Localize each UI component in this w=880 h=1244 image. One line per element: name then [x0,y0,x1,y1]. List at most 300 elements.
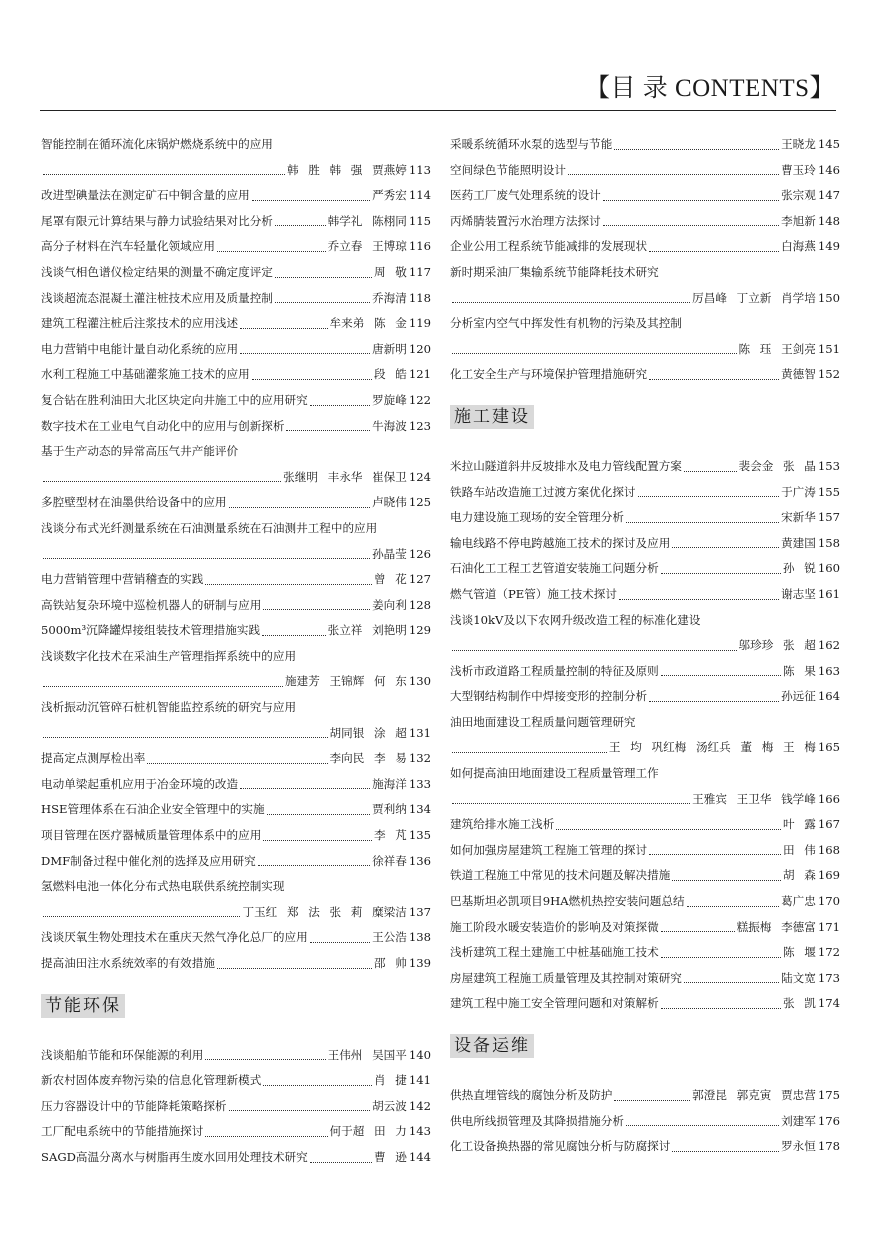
toc-title: 大型钢结构制作中焊接变形的控制分析 [450,689,648,704]
toc-line [450,915,840,941]
toc-entry[interactable] [450,362,840,388]
toc-page-number: 125 [408,495,431,510]
toc-entry[interactable] [450,311,840,362]
leader-dots [614,1100,690,1101]
toc-line [450,1083,840,1109]
toc-entry[interactable] [41,516,431,567]
toc-page-number: 120 [408,341,431,356]
toc-page-number: 155 [817,484,840,499]
toc-authors: 段 皓 [373,367,407,382]
toc-line [41,567,431,593]
leader-dots [205,1059,325,1060]
toc-authors: 孙晶莹 [372,546,407,561]
toc-line [41,1119,431,1145]
toc-entry[interactable] [41,362,431,388]
toc-title: 空间绿色节能照明设计 [450,162,566,177]
leader-dots [275,277,372,278]
toc-authors: 邵 帅 [373,956,407,970]
toc-authors: 唐新明 [372,341,407,356]
toc-entry[interactable] [450,761,840,812]
leader-dots [275,302,370,303]
leader-dots [452,353,737,354]
toc-line [41,849,431,875]
toc-author-line [41,158,431,184]
leader-dots [661,931,735,932]
toc-title: 浅谈10kV及以下农网升级改造工程的标准化建设 [450,612,701,627]
toc-line [41,618,431,644]
toc-authors: 糕振梅 李德富 [736,919,816,934]
toc-page-number: 118 [408,290,431,305]
toc-title: 采暖系统循环水泵的选型与节能 [450,137,613,151]
toc-entry[interactable] [450,1134,840,1160]
leader-dots [614,149,779,150]
toc-title: 项目管理在医疗器械质量管理体系中的应用 [41,828,262,843]
toc-entry[interactable] [450,863,840,889]
toc-title: 浅谈数字化技术在采油生产管理指挥系统中的应用 [41,648,297,663]
leader-dots [626,522,779,523]
toc-title: 浅析建筑工程土建施工中桩基础施工技术 [450,945,659,960]
toc-page-number: 136 [408,853,431,868]
toc-entry[interactable] [450,991,840,1017]
toc-authors: 严秀宏 [372,188,407,203]
toc-entry[interactable] [41,183,431,209]
leader-dots [258,865,370,866]
toc-page-number: 175 [817,1088,840,1102]
toc-line [450,209,840,235]
toc-entry[interactable] [450,838,840,864]
leader-dots [263,840,372,841]
toc-entry[interactable] [41,337,431,363]
toc-line [41,1094,431,1120]
toc-line [41,362,431,388]
toc-page-number: 130 [408,674,431,689]
toc-line [41,286,431,312]
toc-title: 丙烯腈装置污水治理方法探讨 [450,213,601,228]
toc-page-number: 114 [408,188,431,203]
leader-dots [43,916,240,917]
toc-column-left [41,132,431,1171]
toc-author-line [41,900,431,926]
toc-title: 铁路车站改造施工过渡方案优化探讨 [450,484,636,499]
toc-title-line [450,710,840,736]
leader-dots [649,854,781,855]
leader-dots [43,558,370,559]
toc-authors: 牟来弟 陈 金 [329,316,407,331]
leader-dots [603,225,779,226]
toc-entry[interactable] [450,966,840,992]
toc-page-number: 137 [408,904,431,919]
toc-entry[interactable] [450,454,840,480]
toc-page-number: 115 [408,213,431,228]
toc-entry[interactable] [41,772,431,798]
leader-dots [452,302,690,303]
toc-title: 智能控制在循环流化床锅炉燃烧系统中的应用 [41,137,273,151]
toc-authors: 孙 锐 [782,561,816,576]
toc-authors: 王雅宾 王卫华 钱学峰 [692,791,816,806]
toc-page-number: 131 [408,725,431,740]
toc-entry[interactable] [41,490,431,516]
leader-dots [672,547,779,548]
toc-title: 5000m³沉降罐焊接组装技术管理措施实践 [41,623,261,638]
toc-title: 浅谈超流态混凝土灌注桩技术应用及质量控制 [41,290,273,305]
toc-entry[interactable] [41,823,431,849]
toc-authors: 陆文宽 [781,970,816,985]
toc-authors: 田 伟 [782,842,816,857]
leader-dots [310,405,370,406]
leader-dots [672,880,781,881]
toc-title: 高铁站复杂环境中巡检机器人的研制与应用 [41,597,262,612]
toc-line [41,925,431,951]
leader-dots [263,609,370,610]
toc-page-number: 143 [408,1124,431,1139]
toc-line [450,812,840,838]
toc-entry[interactable] [450,889,840,915]
toc-entry[interactable] [450,480,840,506]
toc-entry[interactable] [41,209,431,235]
leader-dots [661,675,781,676]
toc-entry[interactable] [450,812,840,838]
leader-dots [252,379,372,380]
toc-title-line [41,644,431,670]
toc-page-number: 124 [408,469,431,484]
leader-dots [568,174,779,175]
toc-title: 数字技术在工业电气自动化中的应用与创新探析 [41,418,285,433]
toc-line [41,823,431,849]
toc-entry[interactable] [450,505,840,531]
toc-authors: 邬珍珍 张 超 [738,638,816,653]
toc-authors: 陈 珏 王剑亮 [738,341,816,356]
toc-title: 油田地面建设工程质量问题管理研究 [450,714,636,729]
toc-entry[interactable] [41,797,431,823]
toc-authors: 于广涛 [781,484,816,499]
toc-authors: 李旭新 [781,213,816,228]
leader-dots [262,635,326,636]
toc-title: 电动单梁起重机应用于冶金环境的改造 [41,776,239,791]
toc-page-number: 116 [408,239,431,254]
toc-entry[interactable] [41,874,431,925]
toc-page-number: 170 [817,894,840,909]
toc-authors: 陈 堰 [782,945,816,960]
leader-dots [310,1162,372,1163]
toc-title: 压力容器设计中的节能降耗策略探析 [41,1098,227,1113]
toc-entry[interactable] [41,618,431,644]
toc-title: 新时期采油厂集输系统节能降耗技术研究 [450,264,659,279]
toc-entry[interactable] [41,593,431,619]
toc-authors: 厉昌峰 丁立新 肖学培 [692,290,816,305]
toc-entry[interactable] [41,414,431,440]
leader-dots [229,1110,371,1111]
toc-entry[interactable] [41,234,431,260]
toc-title: 输电线路不停电跨越施工技术的探讨及应用 [450,535,671,550]
toc-entry[interactable] [450,659,840,685]
toc-line [450,1109,840,1135]
toc-entry[interactable] [41,644,431,695]
toc-line [41,1145,431,1171]
toc-authors: 韩 胜 韩 强 贾燕婷 [286,162,407,177]
toc-page-number: 174 [817,996,840,1011]
toc-page-number: 135 [408,828,431,843]
toc-entry[interactable] [41,695,431,746]
toc-entry[interactable] [450,132,840,158]
toc-entry[interactable] [41,746,431,772]
toc-entry[interactable] [41,1068,431,1094]
toc-line [41,183,431,209]
toc-title: 工厂配电系统中的节能措施探讨 [41,1124,204,1139]
toc-page-number: 144 [408,1149,431,1164]
toc-entry[interactable] [41,925,431,951]
toc-authors: 白海燕 [781,239,816,254]
toc-page-number: 171 [817,919,840,934]
toc-authors: 张 凯 [782,996,816,1011]
toc-line [41,209,431,235]
toc-title: 米拉山隧道斜井反坡排水及电力管线配置方案 [450,458,682,473]
leader-dots [603,200,779,201]
toc-title: 石油化工工程工艺管道安装施工问题分析 [450,561,659,576]
toc-page-number: 178 [817,1139,840,1154]
toc-line [450,863,840,889]
toc-page-number: 173 [817,970,840,985]
toc-page-number: 145 [817,137,840,151]
toc-title: 建筑工程灌注桩后注浆技术的应用浅述 [41,316,239,331]
toc-authors: 王 均 巩红梅 汤红兵 董 梅 王 梅 [608,740,816,755]
leader-dots [217,251,326,252]
toc-page-number: 160 [817,561,840,576]
toc-line [450,659,840,685]
toc-title: 提高定点测厚检出率 [41,751,146,766]
toc-page-number: 169 [817,868,840,883]
toc-entry[interactable] [41,311,431,337]
toc-page-number: 166 [817,791,840,806]
toc-authors: 张立祥 刘艳明 [327,623,407,638]
toc-entry[interactable] [450,684,840,710]
toc-page-number: 147 [817,188,840,203]
toc-authors: 肖 捷 [373,1073,407,1088]
toc-title: 巴基斯坦必凯项目9HA燃机热控安装问题总结 [450,894,685,909]
toc-authors: 郭澄昆 郭克寅 贾忠营 [692,1088,816,1102]
toc-page-number: 164 [817,689,840,704]
toc-line [450,684,840,710]
toc-title: 如何提高油田地面建设工程质量管理工作 [450,766,659,781]
toc-page-number: 162 [817,638,840,653]
toc-title: 电力营销管理中营销稽查的实践 [41,572,204,587]
toc-entry[interactable] [450,710,840,761]
toc-entry[interactable] [450,531,840,557]
section-heading [450,1031,840,1061]
toc-line [450,454,840,480]
toc-entry[interactable] [41,849,431,875]
toc-line [41,490,431,516]
toc-entry[interactable] [41,1119,431,1145]
toc-line [450,582,840,608]
leader-dots [661,1008,781,1009]
toc-page-number: 119 [408,316,431,331]
toc-author-line [41,542,431,568]
leader-dots [205,1136,327,1137]
toc-authors: 丁玉红 郑 法 张 莉 糜梁洁 [242,904,407,919]
leader-dots [661,573,781,574]
toc-page-number: 152 [817,367,840,382]
toc-title: 医药工厂废气处理系统的设计 [450,188,601,203]
toc-authors: 周 敬 [373,264,407,279]
toc-authors: 张宗观 [781,188,816,203]
toc-line [41,388,431,414]
toc-page-number: 139 [408,956,431,970]
toc-line [450,556,840,582]
leader-dots [275,225,326,226]
toc-title: 新农村固体废弃物污染的信息化管理新模式 [41,1073,262,1088]
toc-page-number: 163 [817,663,840,678]
toc-line [41,337,431,363]
toc-title: HSE管理体系在石油企业安全管理中的实施 [41,802,265,817]
leader-dots [310,942,370,943]
toc-title: 多腔壁型材在油墨供给设备中的应用 [41,495,227,510]
toc-line [450,889,840,915]
toc-title: 如何加强房屋建筑工程施工管理的探讨 [450,842,648,857]
section-heading-text: 设备运维 [450,1034,534,1058]
toc-title: 复合钻在胜利油田大北区块定向井施工中的应用研究 [41,392,308,407]
toc-title: 基于生产动态的异常高压气井产能评价 [41,444,239,459]
toc-author-line [41,669,431,695]
toc-line [41,1043,431,1069]
toc-title: 化工安全生产与环境保护管理措施研究 [450,367,648,382]
header-rule [40,110,836,111]
toc-title-line [450,608,840,634]
toc-entry[interactable] [450,940,840,966]
toc-title: 企业公用工程系统节能减排的发展现状 [450,239,648,254]
toc-authors: 王伟州 吴国平 [327,1047,407,1062]
toc-entry[interactable] [41,260,431,286]
section-heading-text: 施工建设 [450,405,534,429]
toc-entry[interactable] [450,1083,840,1109]
leader-dots [684,982,779,983]
toc-entry[interactable] [450,556,840,582]
toc-line [450,480,840,506]
toc-line [41,260,431,286]
toc-authors: 罗旋峰 [372,392,407,407]
toc-authors: 王晓龙 [781,137,816,151]
toc-page-number: 138 [408,930,431,945]
toc-title: 建筑给排水施工浅析 [450,817,555,832]
toc-page-number: 157 [817,510,840,525]
toc-author-line [450,735,840,761]
toc-entry[interactable] [41,132,431,183]
toc-page-number: 121 [408,367,431,382]
toc-line [450,183,840,209]
toc-title: 浅析振动沉管碎石桩机智能监控系统的研究与应用 [41,700,297,715]
toc-page-number: 146 [817,162,840,177]
leader-dots [687,906,780,907]
toc-entry[interactable] [450,234,840,260]
toc-authors: 王公浩 [372,930,407,945]
section-heading [450,402,840,432]
toc-entry[interactable] [450,582,840,608]
toc-entry[interactable] [41,567,431,593]
leader-dots [556,829,781,830]
leader-dots [240,353,370,354]
leader-dots [672,1151,779,1152]
toc-line [450,234,840,260]
toc-page-number: 140 [408,1047,431,1062]
toc-page-number: 128 [408,597,431,612]
toc-authors: 卢晓伟 [372,495,407,510]
toc-title: 浅谈气相色谱仪检定结果的测量不确定度评定 [41,264,273,279]
toc-line [41,234,431,260]
toc-page-number: 148 [817,213,840,228]
toc-authors: 何于超 田 力 [329,1124,407,1139]
toc-entry[interactable] [450,158,840,184]
toc-entry[interactable] [450,260,840,311]
toc-entry[interactable] [41,1043,431,1069]
toc-authors: 胡云波 [372,1098,407,1113]
toc-entry[interactable] [41,1094,431,1120]
toc-title: 水利工程施工中基础灌浆施工技术的应用 [41,367,250,382]
leader-dots [217,968,372,969]
toc-entry[interactable] [450,183,840,209]
leader-dots [452,650,737,651]
leader-dots [43,686,283,687]
toc-authors: 叶 露 [782,817,816,832]
toc-page-number: 129 [408,623,431,638]
leader-dots [267,814,370,815]
toc-line [450,158,840,184]
toc-title: 浅谈船舶节能和环保能源的利用 [41,1047,204,1062]
toc-entry[interactable] [41,1145,431,1171]
toc-authors: 陈 果 [782,663,816,678]
toc-page-number: 113 [408,162,431,177]
leader-dots [684,471,737,472]
toc-page-number: 132 [408,751,431,766]
toc-line [450,838,840,864]
toc-authors: 黄德智 [781,367,816,382]
toc-line [41,772,431,798]
toc-page-number: 165 [817,740,840,755]
toc-authors: 刘建军 [781,1113,816,1128]
toc-authors: 裴会金 张 晶 [738,458,816,473]
toc-authors: 孙远征 [781,689,816,704]
toc-page-number: 127 [408,572,431,587]
toc-authors: 牛海波 [372,418,407,433]
toc-page-number: 150 [817,290,840,305]
toc-entry[interactable] [41,439,431,490]
toc-title: 施工阶段水暖安装造价的影响及对策探微 [450,919,659,934]
leader-dots [649,701,779,702]
toc-page-number: 153 [817,458,840,473]
toc-title: 氢燃料电池一体化分布式热电联供系统控制实现 [41,879,285,894]
toc-authors: 李向民 李 易 [329,751,407,766]
leader-dots [252,200,370,201]
toc-authors: 张继明 丰永华 崔保卫 [283,469,407,484]
toc-entry[interactable] [450,209,840,235]
toc-entry[interactable] [450,915,840,941]
toc-authors: 胡 森 [782,868,816,883]
toc-entry[interactable] [41,286,431,312]
toc-entry[interactable] [450,608,840,659]
toc-entry[interactable] [450,1109,840,1135]
toc-line [450,531,840,557]
toc-entry[interactable] [41,951,431,977]
toc-entry[interactable] [41,388,431,414]
toc-page-number: 123 [408,418,431,433]
toc-line [450,966,840,992]
toc-authors: 乔海清 [372,290,407,305]
toc-author-line [41,721,431,747]
toc-authors: 黄建国 [781,535,816,550]
toc-authors: 施建芳 王锦辉 何 东 [285,674,407,689]
toc-title-line [41,132,431,158]
toc-page-number: 167 [817,817,840,832]
toc-title: SAGD高温分离水与树脂再生废水回用处理技术研究 [41,1149,308,1164]
toc-authors: 李 芃 [373,828,407,843]
